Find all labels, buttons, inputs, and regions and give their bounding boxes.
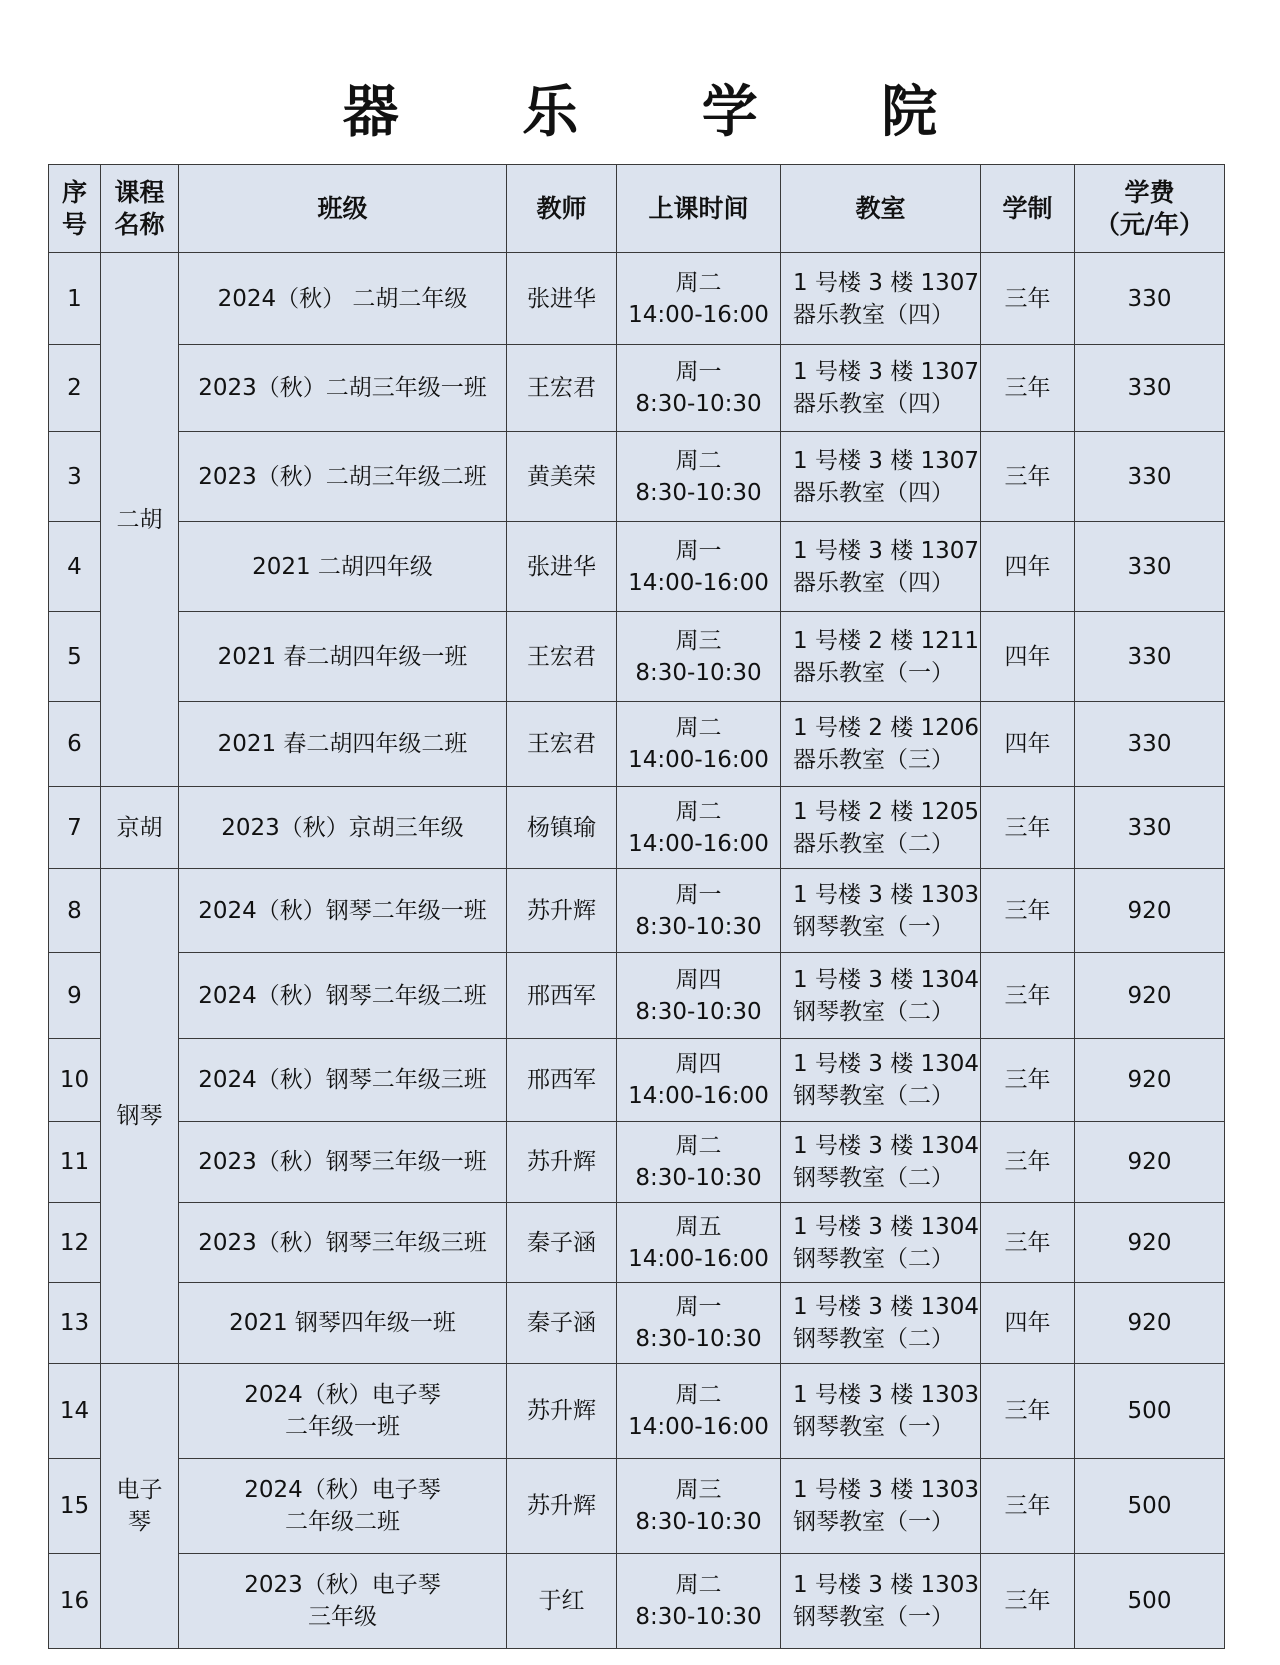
cell-class: 2023（秋）电子琴 三年级 [179,1554,507,1649]
cell-class: 2024（秋）钢琴二年级二班 [179,953,507,1039]
cell-room: 1 号楼 3 楼 1303 钢琴教室（一） [781,1364,981,1459]
cell-time: 周一 8:30-10:30 [617,1283,781,1364]
cell-seq: 5 [49,612,101,702]
cell-seq: 14 [49,1364,101,1459]
cell-course: 二胡 [101,253,179,787]
cell-time: 周四 8:30-10:30 [617,953,781,1039]
table-row [49,1554,1225,1649]
cell-time: 周二 14:00-16:00 [617,702,781,787]
table-row [49,612,1225,702]
header-teacher: 教师 [507,165,617,253]
cell-duration: 三年 [981,1203,1075,1283]
cell-fee: 330 [1075,702,1225,787]
cell-time: 周三 8:30-10:30 [617,612,781,702]
cell-class: 2023（秋）二胡三年级一班 [179,345,507,432]
cell-duration: 三年 [981,1122,1075,1203]
cell-fee: 920 [1075,1203,1225,1283]
table-row [49,1364,1225,1459]
page-title: 器 乐 学 院 [342,79,990,145]
table-row [49,1039,1225,1122]
table-row [49,345,1225,432]
cell-seq: 8 [49,869,101,953]
cell-duration: 三年 [981,1554,1075,1649]
cell-seq: 16 [49,1554,101,1649]
header-fee: 学费 （元/年） [1075,165,1225,253]
cell-fee: 500 [1075,1459,1225,1554]
cell-seq: 9 [49,953,101,1039]
cell-duration: 三年 [981,1039,1075,1122]
cell-duration: 三年 [981,869,1075,953]
cell-time: 周二 14:00-16:00 [617,787,781,869]
header-time: 上课时间 [617,165,781,253]
cell-seq: 2 [49,345,101,432]
cell-duration: 四年 [981,702,1075,787]
cell-seq: 6 [49,702,101,787]
table-row [49,1203,1225,1283]
cell-time: 周四 14:00-16:00 [617,1039,781,1122]
cell-teacher: 杨镇瑜 [507,787,617,869]
cell-room: 1 号楼 3 楼 1307 器乐教室（四） [781,432,981,522]
cell-seq: 3 [49,432,101,522]
cell-fee: 920 [1075,1122,1225,1203]
cell-teacher: 苏升辉 [507,1364,617,1459]
table-row [49,953,1225,1039]
header-course: 课程 名称 [101,165,179,253]
cell-teacher: 秦子涵 [507,1203,617,1283]
cell-duration: 三年 [981,787,1075,869]
cell-duration: 四年 [981,1283,1075,1364]
cell-fee: 500 [1075,1554,1225,1649]
cell-room: 1 号楼 3 楼 1303 钢琴教室（一） [781,1554,981,1649]
table-row [49,1459,1225,1554]
cell-class: 2021 春二胡四年级二班 [179,702,507,787]
cell-fee: 920 [1075,953,1225,1039]
cell-teacher: 于红 [507,1554,617,1649]
cell-room: 1 号楼 3 楼 1304 钢琴教室（二） [781,1039,981,1122]
table-row [49,787,1225,869]
cell-time: 周二 14:00-16:00 [617,253,781,345]
table-row [49,432,1225,522]
cell-teacher: 王宏君 [507,612,617,702]
cell-time: 周三 8:30-10:30 [617,1459,781,1554]
table-row [49,869,1225,953]
cell-duration: 三年 [981,253,1075,345]
table-row [49,702,1225,787]
cell-time: 周一 8:30-10:30 [617,869,781,953]
cell-course: 电子 琴 [101,1364,179,1649]
cell-duration: 三年 [981,1364,1075,1459]
cell-course: 钢琴 [101,869,179,1364]
table-row [49,522,1225,612]
cell-teacher: 王宏君 [507,345,617,432]
cell-teacher: 苏升辉 [507,1122,617,1203]
table-row [49,253,1225,345]
header-seq: 序 号 [49,165,101,253]
cell-time: 周二 8:30-10:30 [617,1122,781,1203]
cell-duration: 四年 [981,612,1075,702]
cell-teacher: 王宏君 [507,702,617,787]
cell-fee: 500 [1075,1364,1225,1459]
header-row [49,165,1225,253]
cell-room: 1 号楼 3 楼 1304 钢琴教室（二） [781,953,981,1039]
cell-teacher: 张进华 [507,253,617,345]
table-body [49,253,1225,1649]
cell-fee: 330 [1075,432,1225,522]
cell-teacher: 邢西军 [507,1039,617,1122]
cell-teacher: 苏升辉 [507,1459,617,1554]
cell-room: 1 号楼 3 楼 1304 钢琴教室（二） [781,1122,981,1203]
cell-seq: 15 [49,1459,101,1554]
cell-room: 1 号楼 3 楼 1304 钢琴教室（二） [781,1203,981,1283]
cell-fee: 330 [1075,612,1225,702]
cell-duration: 四年 [981,522,1075,612]
cell-seq: 10 [49,1039,101,1122]
cell-seq: 7 [49,787,101,869]
cell-class: 2024（秋）电子琴 二年级一班 [179,1364,507,1459]
cell-fee: 330 [1075,787,1225,869]
cell-room: 1 号楼 2 楼 1206 器乐教室（三） [781,702,981,787]
course-table [48,164,1225,1649]
cell-time: 周五 14:00-16:00 [617,1203,781,1283]
cell-room: 1 号楼 3 楼 1304 钢琴教室（二） [781,1283,981,1364]
cell-fee: 920 [1075,869,1225,953]
cell-seq: 11 [49,1122,101,1203]
cell-fee: 920 [1075,1039,1225,1122]
cell-class: 2023（秋）二胡三年级二班 [179,432,507,522]
cell-seq: 1 [49,253,101,345]
cell-teacher: 秦子涵 [507,1283,617,1364]
cell-room: 1 号楼 3 楼 1307 器乐教室（四） [781,522,981,612]
cell-time: 周一 14:00-16:00 [617,522,781,612]
cell-fee: 330 [1075,522,1225,612]
cell-room: 1 号楼 2 楼 1211 器乐教室（一） [781,612,981,702]
cell-fee: 330 [1075,253,1225,345]
cell-room: 1 号楼 3 楼 1307 器乐教室（四） [781,253,981,345]
header-duration: 学制 [981,165,1075,253]
cell-class: 2021 钢琴四年级一班 [179,1283,507,1364]
cell-class: 2024（秋）电子琴 二年级二班 [179,1459,507,1554]
cell-teacher: 邢西军 [507,953,617,1039]
cell-time: 周一 8:30-10:30 [617,345,781,432]
cell-time: 周二 8:30-10:30 [617,1554,781,1649]
cell-class: 2024（秋）钢琴二年级三班 [179,1039,507,1122]
cell-course: 京胡 [101,787,179,869]
table-row [49,1283,1225,1364]
table-row [49,1122,1225,1203]
cell-duration: 三年 [981,953,1075,1039]
cell-class: 2024（秋） 二胡二年级 [179,253,507,345]
cell-class: 2023（秋）钢琴三年级一班 [179,1122,507,1203]
cell-room: 1 号楼 3 楼 1303 钢琴教室（一） [781,1459,981,1554]
cell-class: 2021 二胡四年级 [179,522,507,612]
cell-teacher: 黄美荣 [507,432,617,522]
cell-class: 2023（秋）京胡三年级 [179,787,507,869]
cell-class: 2024（秋）钢琴二年级一班 [179,869,507,953]
cell-fee: 920 [1075,1283,1225,1364]
cell-class: 2023（秋）钢琴三年级三班 [179,1203,507,1283]
cell-seq: 13 [49,1283,101,1364]
cell-room: 1 号楼 3 楼 1307 器乐教室（四） [781,345,981,432]
cell-fee: 330 [1075,345,1225,432]
cell-room: 1 号楼 3 楼 1303 钢琴教室（一） [781,869,981,953]
header-class: 班级 [179,165,507,253]
cell-class: 2021 春二胡四年级一班 [179,612,507,702]
cell-room: 1 号楼 2 楼 1205 器乐教室（二） [781,787,981,869]
cell-duration: 三年 [981,1459,1075,1554]
cell-seq: 4 [49,522,101,612]
cell-seq: 12 [49,1203,101,1283]
cell-time: 周二 8:30-10:30 [617,432,781,522]
header-room: 教室 [781,165,981,253]
cell-time: 周二 14:00-16:00 [617,1364,781,1459]
cell-teacher: 张进华 [507,522,617,612]
cell-teacher: 苏升辉 [507,869,617,953]
cell-duration: 三年 [981,345,1075,432]
cell-duration: 三年 [981,432,1075,522]
